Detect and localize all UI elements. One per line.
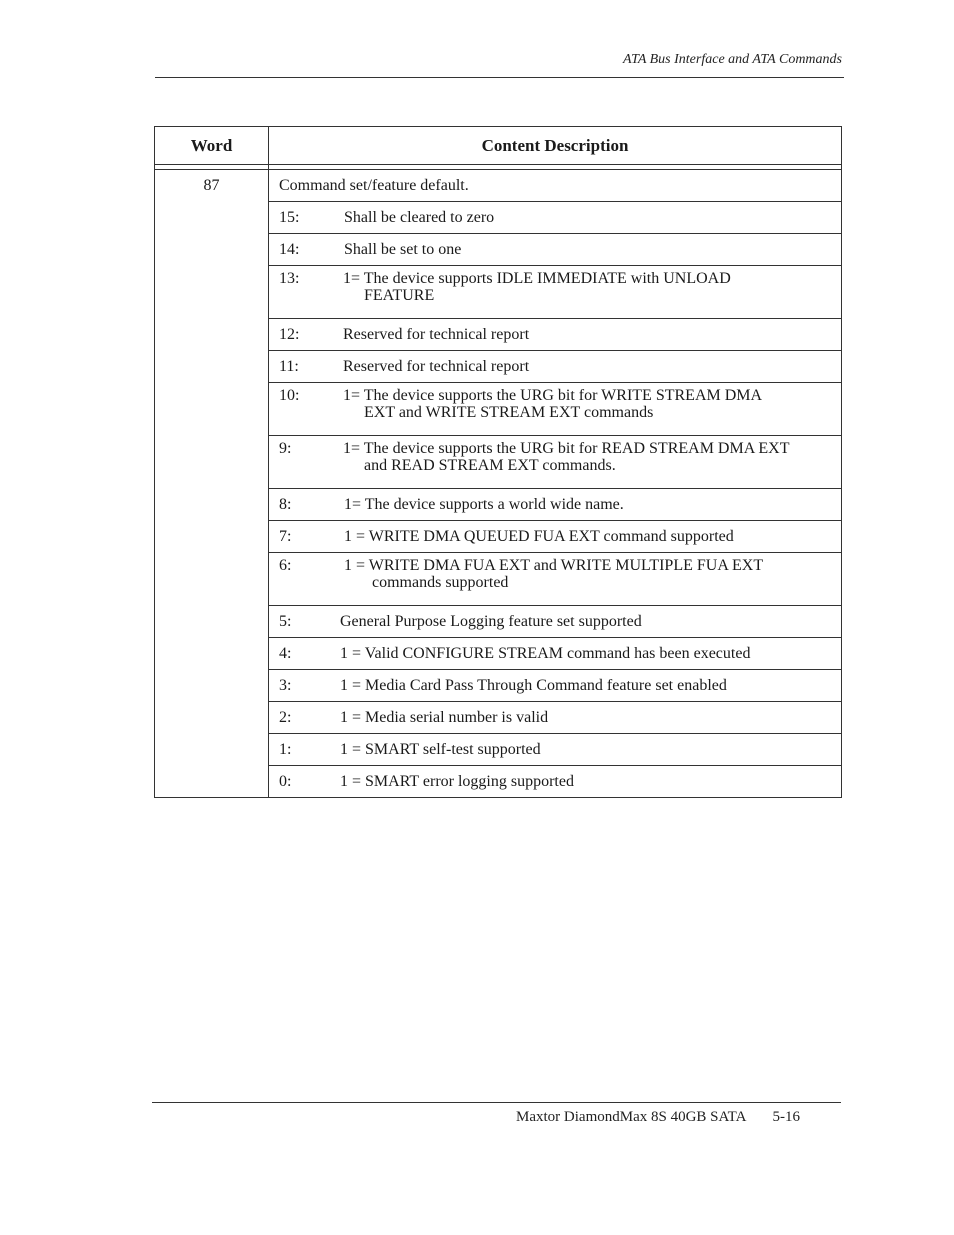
- bit-number: 4:: [279, 645, 292, 662]
- description-title: Command set/feature default.: [269, 170, 842, 202]
- page-number: 5-16: [772, 1109, 800, 1125]
- running-header: ATA Bus Interface and ATA Commands: [623, 52, 842, 67]
- bit-text-continuation: FEATURE: [364, 287, 435, 304]
- bit-description: [269, 606, 842, 638]
- footer-product: Maxtor DiamondMax 8S 40GB SATA: [516, 1109, 747, 1125]
- bit-text: 1 = Valid CONFIGURE STREAM command has been executed: [340, 645, 751, 662]
- bit-text: 1= The device supports the URG bit for WRITE STREAM DMA: [343, 387, 763, 404]
- bit-text: Reserved for technical report: [343, 358, 530, 375]
- header-rule: [155, 77, 844, 78]
- bit-text-continuation: and READ STREAM EXT commands.: [364, 457, 616, 474]
- bit-number: 2:: [279, 709, 292, 726]
- bit-text-continuation: EXT and WRITE STREAM EXT commands: [364, 404, 654, 421]
- word-87-table: [154, 126, 842, 798]
- bit-description: [269, 702, 842, 734]
- bit-text: 1 = Media serial number is valid: [340, 709, 549, 726]
- bit-number: 10:: [279, 387, 300, 404]
- bit-description: [269, 521, 842, 553]
- bit-number: 11:: [279, 358, 299, 375]
- bit-description: [269, 670, 842, 702]
- bit-text: 1 = WRITE DMA QUEUED FUA EXT command supported: [344, 528, 734, 545]
- bit-description: [269, 319, 842, 351]
- bit-text: 1= The device supports a world wide name.: [344, 496, 624, 513]
- bit-number: 13:: [279, 270, 300, 287]
- word-number: 87: [155, 170, 269, 798]
- bit-text: 1 = SMART error logging supported: [340, 773, 574, 790]
- bit-text: 1= The device supports IDLE IMMEDIATE with UNLOAD: [343, 270, 731, 287]
- bit-number: 8:: [279, 496, 292, 513]
- bit-text: Shall be set to one: [344, 241, 462, 258]
- table-row: [155, 170, 842, 202]
- bit-number: 9:: [279, 440, 292, 457]
- bit-text: Reserved for technical report: [343, 326, 530, 343]
- column-header-word: Word: [155, 127, 269, 165]
- bit-description: [269, 638, 842, 670]
- bit-number: 14:: [279, 241, 300, 258]
- bit-number: 1:: [279, 741, 292, 758]
- bit-text: 1 = SMART self-test supported: [340, 741, 541, 758]
- bit-description: [269, 436, 842, 489]
- bit-number: 0:: [279, 773, 292, 790]
- bit-description: [269, 734, 842, 766]
- table-header-row: [155, 127, 842, 165]
- bit-description: [269, 553, 842, 606]
- bit-text: 1= The device supports the URG bit for READ STREAM DMA EXT: [343, 440, 790, 457]
- bit-number: 12:: [279, 326, 300, 343]
- bit-number: 15:: [279, 209, 300, 226]
- bit-description: [269, 766, 842, 798]
- bit-text: 1 = Media Card Pass Through Command feature set enabled: [340, 677, 727, 694]
- bit-description: [269, 489, 842, 521]
- bit-text: 1 = WRITE DMA FUA EXT and WRITE MULTIPLE FUA EXT: [344, 557, 764, 574]
- bit-text-continuation: commands supported: [372, 574, 509, 591]
- bit-text: Shall be cleared to zero: [344, 209, 495, 226]
- bit-description: [269, 202, 842, 234]
- bit-description: [269, 266, 842, 319]
- footer-rule: [152, 1102, 841, 1103]
- bit-description: [269, 234, 842, 266]
- bit-number: 5:: [279, 613, 292, 630]
- bit-description: [269, 351, 842, 383]
- bit-number: 6:: [279, 557, 292, 574]
- bit-description: [269, 383, 842, 436]
- bit-number: 7:: [279, 528, 292, 545]
- page-footer: [516, 1109, 800, 1126]
- bit-number: 3:: [279, 677, 292, 694]
- column-header-description: Content Description: [269, 127, 842, 165]
- bit-text: General Purpose Logging feature set supported: [340, 613, 642, 630]
